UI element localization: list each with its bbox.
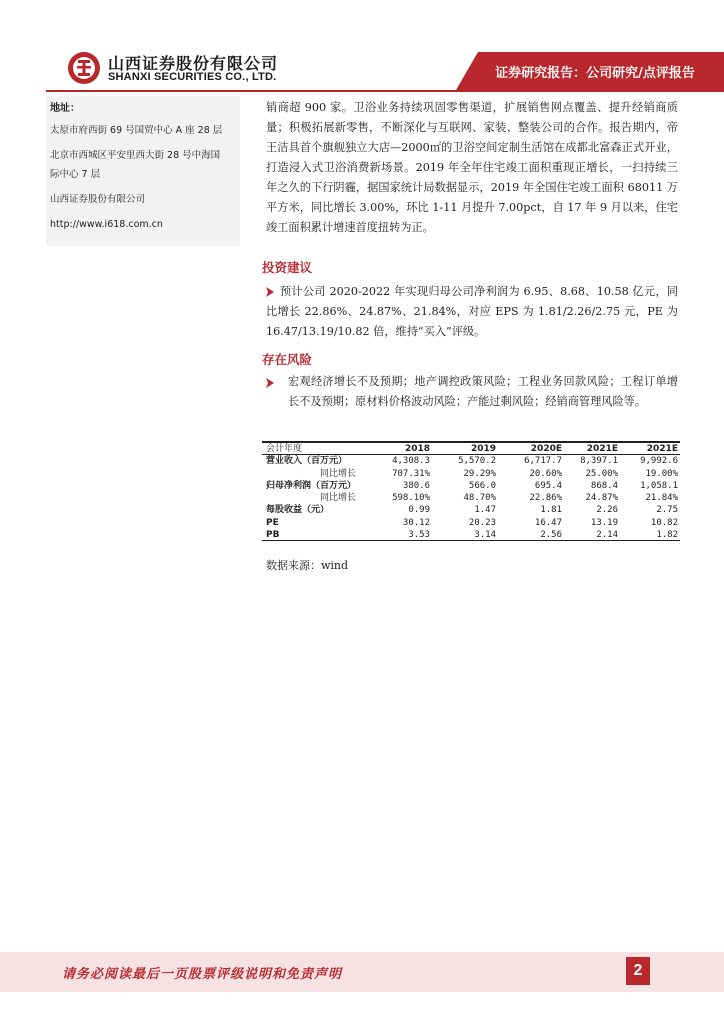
table-row [262, 455, 680, 467]
table-cell: 3.53 [408, 530, 430, 541]
footer-disclaimer: 请务必阅读最后一页股票评级说明和免责声明 [62, 967, 343, 982]
table-cell: 2.26 [596, 505, 618, 516]
risk-section-title: 存在风险 [262, 352, 313, 367]
company-logo-icon [66, 50, 102, 86]
table-cell: 2.75 [656, 505, 678, 516]
table-cell: 566.0 [468, 480, 496, 491]
table-cell: 3.14 [474, 530, 496, 541]
page-header [0, 0, 724, 98]
row-label: 同比增长 [320, 493, 357, 504]
table-row [262, 504, 680, 516]
table-cell: 29.29% [463, 468, 496, 479]
table-header-label: 会计年度 [266, 444, 303, 454]
table-cell: 30.12 [402, 517, 430, 528]
company-name-en: SHANXI SECURITIES CO., LTD. [108, 71, 277, 83]
table-cell: 2.14 [596, 530, 618, 541]
arrow-bullet-icon [266, 378, 274, 388]
report-type-label: 证券研究报告：公司研究/点评报告 [495, 66, 695, 81]
table-cell: 20.60% [529, 468, 562, 479]
table-cell: 48.70% [463, 493, 496, 504]
table-cell: 868.4 [590, 480, 618, 491]
table-cell: 1.81 [540, 505, 562, 516]
table-cell: 6,717.7 [524, 456, 562, 467]
address-taiyuan: 太原市府西街 69 号国贸中心 A 座 28 层 [50, 125, 223, 136]
table-row [262, 517, 680, 529]
data-source-note: 数据来源：wind [266, 559, 349, 572]
table-cell: 1,058.1 [640, 480, 678, 491]
forecast-table [262, 443, 680, 541]
table-cell: 21.84% [645, 493, 678, 504]
year-header: 2018 [404, 444, 430, 454]
invest-paragraph: 预计公司 2020-2022 年实现归母公司净利润为 6.95、8.68、10.58 亿元，同比增长 22.86%、24.87%、21.84%，对应 EPS 为 1.81/2.26/2.75 元，PE 为 16.47/13.19/10.82 倍，维持“买入”评级。 [266, 285, 678, 338]
table-cell: 1.47 [474, 505, 496, 516]
address-beijing-line2: 际中心 7 层 [50, 169, 101, 180]
table-cell: 19.00% [645, 468, 678, 479]
analysis-paragraph: 销商超 900 家。卫浴业务持续巩固零售渠道，扩展销售网点覆盖、提升经销商质量；积极拓展新零售，不断深化与互联网、家装、整装公司的合作。报告期内，帝王洁具首个旗舰独立大店—2000㎡的卫浴空间定制生活馆在成都北富森正式开业，打造浸入式卫浴消费新场景。2019 年全年住宅竣工面积重现正增长，一扫持续三年之久的下行阴霾，据国家统计局数据显示，2019 年全国住宅竣工面积 68011 万平方米，同比增长 3.00%，环比 1-11 月提升 7.00pct，自 17 年 9 月以来，住宅竣工面积累计增速首度扭转为正。 [266, 101, 678, 234]
year-header: 2021E [646, 444, 678, 454]
row-label: 营业收入（百万元） [266, 456, 348, 467]
risk-paragraph: 宏观经济增长不及预期；地产调控政策风险；工程业务回款风险；工程订单增长不及预期；原材料价格波动风险；产能过剩风险；经销商管理风险等。 [288, 375, 678, 408]
table-cell: 4,308.3 [392, 456, 430, 467]
table-cell: 1.82 [656, 530, 678, 541]
table-cell: 0.99 [408, 505, 430, 516]
row-label: 每股收益（元） [266, 505, 330, 516]
page-number: 2 [626, 957, 650, 985]
website-link[interactable]: http://www.i618.com.cn [50, 219, 163, 230]
table-cell: 24.87% [585, 493, 618, 504]
table-cell: 25.00% [585, 468, 618, 479]
table-cell: 9,992.6 [640, 456, 678, 467]
table-cell: 8,397.1 [580, 456, 618, 467]
year-header: 2021E [586, 444, 618, 454]
table-row [262, 529, 680, 541]
row-label: 归母净利润（百万元） [266, 480, 357, 491]
contact-sidebar [46, 96, 240, 246]
table-cell: 695.4 [534, 480, 562, 491]
table-header-row [262, 443, 680, 455]
row-label: PB [266, 530, 280, 541]
table-cell: 2.56 [540, 530, 562, 541]
year-header: 2019 [470, 444, 496, 454]
header-divider [46, 90, 724, 92]
address-title: 地址： [50, 103, 80, 114]
table-cell: 598.10% [392, 493, 430, 504]
sidebar-company-name: 山西证券股份有限公司 [50, 194, 146, 205]
year-header: 2020E [530, 444, 562, 454]
row-label: 同比增长 [320, 468, 357, 479]
table-cell: 20.23 [468, 517, 496, 528]
table-cell: 5,570.2 [458, 456, 496, 467]
table-cell: 10.82 [650, 517, 678, 528]
company-name-cn: 山西证券股份有限公司 [108, 54, 279, 73]
table-row [262, 468, 680, 480]
table-cell: 13.19 [590, 517, 618, 528]
row-label: PE [266, 517, 279, 528]
table-cell: 16.47 [534, 517, 562, 528]
table-cell: 380.6 [402, 480, 430, 491]
table-cell: 22.86% [529, 493, 562, 504]
table-row [262, 480, 680, 492]
invest-section-title: 投资建议 [262, 260, 313, 275]
table-cell: 707.31% [392, 468, 430, 479]
address-beijing-line1: 北京市西城区平安里西大街 28 号中海国 [50, 150, 221, 161]
table-row [262, 492, 680, 504]
